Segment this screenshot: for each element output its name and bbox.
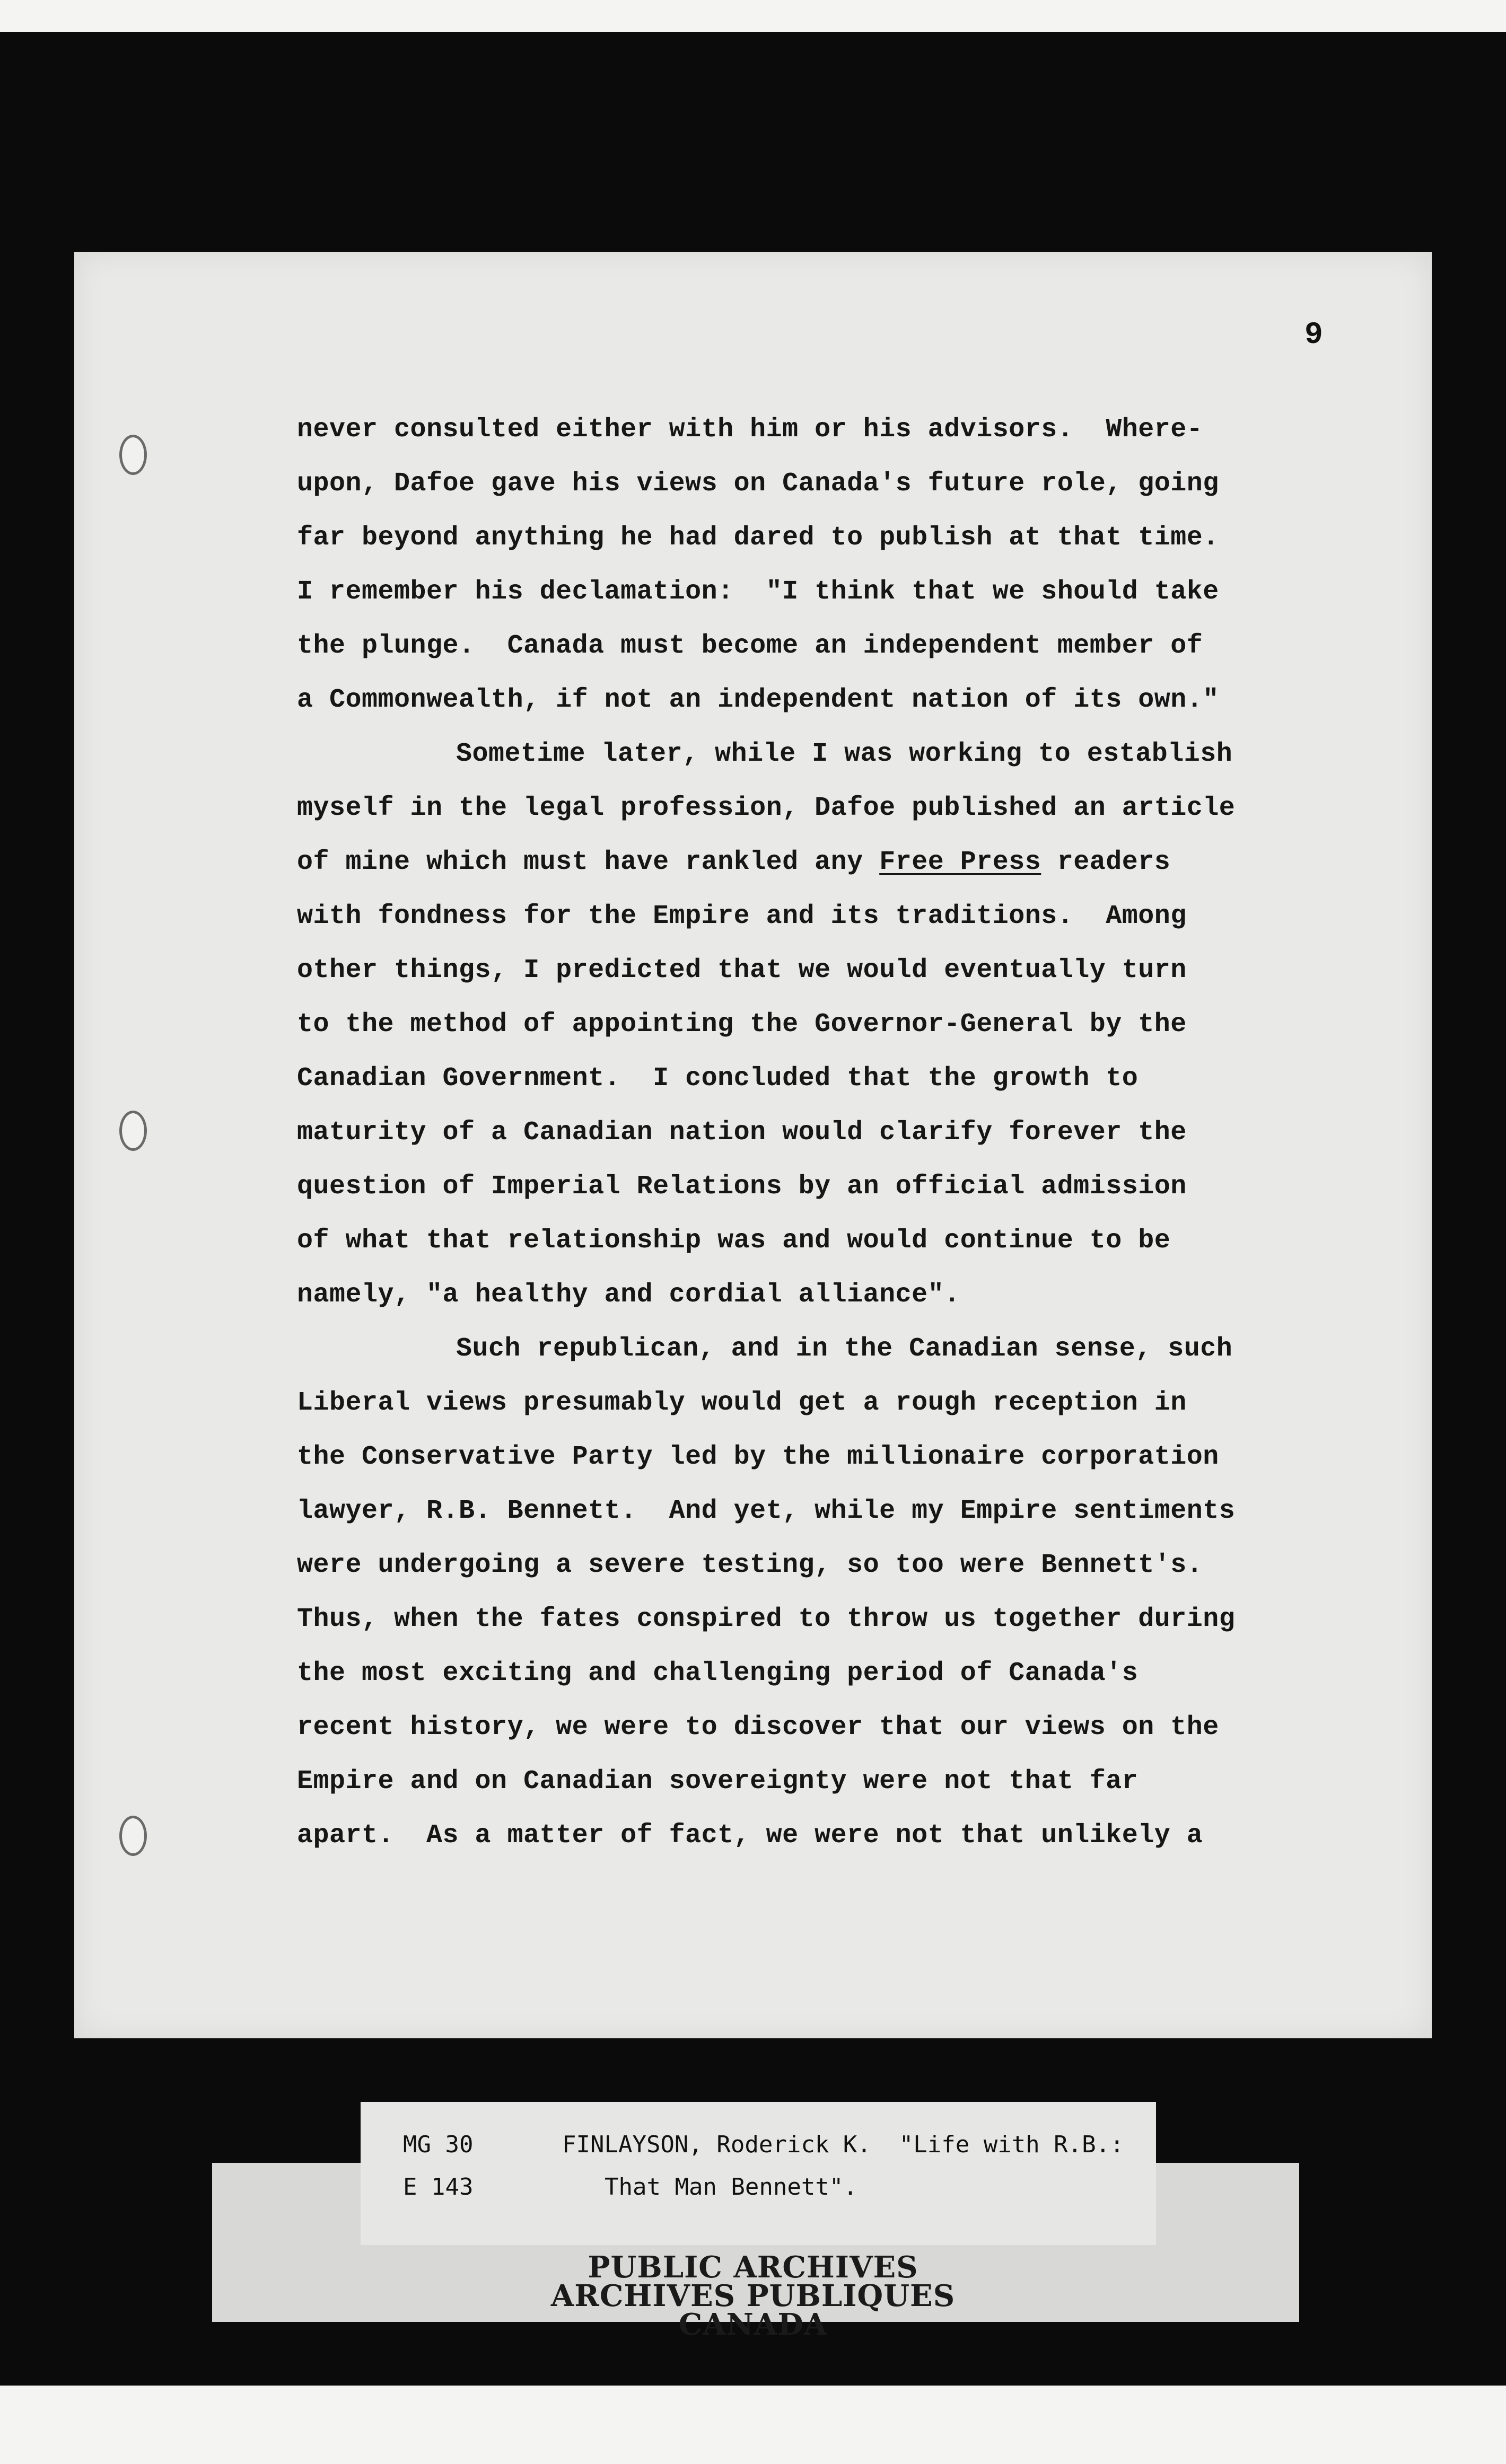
text-line-content: Sometime later, while I was working to establish xyxy=(456,739,1233,769)
text-line-content: of mine which must have rankled any xyxy=(297,847,880,877)
text-line-content: a Commonwealth, if not an independent nation of its own." xyxy=(297,685,1219,715)
text-line-content: the Conservative Party led by the millionaire corporation xyxy=(297,1442,1219,1472)
text-line xyxy=(297,1430,1294,1484)
text-line xyxy=(297,1214,1294,1268)
text-line-content: Thus, when the fates conspired to throw us together during xyxy=(297,1604,1236,1634)
text-line-content: never consulted either with him or his advisors. Where- xyxy=(297,415,1203,445)
text-line xyxy=(297,1755,1294,1809)
text-line-content: with fondness for the Empire and its traditions. Among xyxy=(297,901,1187,931)
text-line xyxy=(297,457,1294,511)
text-line xyxy=(297,890,1294,944)
text-line xyxy=(297,1809,1294,1863)
text-line xyxy=(297,998,1294,1052)
text-line-content: to the method of appointing the Governor-General by the xyxy=(297,1009,1187,1040)
archive-label-card xyxy=(361,2102,1156,2245)
text-line-content: apart. As a matter of fact, we were not that unlikely a xyxy=(297,1820,1203,1851)
label-code-line2: E 143 xyxy=(403,2173,474,2201)
text-line xyxy=(297,944,1294,998)
punch-hole-bottom xyxy=(119,1816,147,1856)
text-line-content: Empire and on Canadian sovereignty were not that far xyxy=(297,1766,1139,1797)
text-line-content: other things, I predicted that we would eventually turn xyxy=(297,955,1187,985)
underlined-title: Free Press xyxy=(879,847,1041,877)
text-line xyxy=(297,1484,1294,1538)
text-line xyxy=(297,619,1294,673)
text-line-content: upon, Dafoe gave his views on Canada's future role, going xyxy=(297,469,1219,499)
punch-hole-top xyxy=(119,435,147,475)
text-line xyxy=(297,835,1294,890)
text-line-content: I remember his declamation: "I think that we should take xyxy=(297,577,1219,607)
text-line-content: of what that relationship was and would continue to be xyxy=(297,1226,1171,1256)
text-line xyxy=(297,511,1294,565)
stamp-line-2: ARCHIVES PUBLIQUES xyxy=(550,2278,956,2313)
text-line-content: recent history, we were to discover that our views on the xyxy=(297,1712,1219,1743)
text-line-content: Liberal views presumably would get a rough reception in xyxy=(297,1388,1187,1418)
text-line xyxy=(297,1106,1294,1160)
label-title-line2: That Man Bennett". xyxy=(605,2173,857,2201)
text-line-content: the plunge. Canada must become an independent member of xyxy=(297,631,1203,661)
text-line xyxy=(297,1701,1294,1755)
text-line-content: question of Imperial Relations by an official admission xyxy=(297,1172,1187,1202)
text-line xyxy=(297,1376,1294,1430)
text-line-content: lawyer, R.B. Bennett. And yet, while my Empire sentiments xyxy=(297,1496,1236,1526)
text-line-content: Such republican, and in the Canadian sense, such xyxy=(456,1334,1233,1364)
text-line xyxy=(297,1322,1294,1376)
stamp-line-1: PUBLIC ARCHIVES xyxy=(588,2250,918,2285)
text-line-content: Canadian Government. I concluded that the growth to xyxy=(297,1063,1139,1094)
text-line xyxy=(297,1647,1294,1701)
public-archives-stamp xyxy=(514,2250,992,2342)
stamp-line-3: CANADA xyxy=(678,2307,828,2342)
page-number: 9 xyxy=(1304,318,1323,353)
text-line-content: far beyond anything he had dared to publish at that time. xyxy=(297,523,1219,553)
text-line xyxy=(297,1538,1294,1592)
punch-hole-middle xyxy=(119,1111,147,1151)
text-line xyxy=(297,565,1294,619)
text-line xyxy=(297,781,1294,835)
text-line xyxy=(297,403,1294,457)
label-title-line1: FINLAYSON, Roderick K. "Life with R.B.: xyxy=(562,2131,1124,2158)
text-line xyxy=(297,1160,1294,1214)
typed-body-text xyxy=(297,403,1294,1863)
text-line xyxy=(297,727,1294,781)
text-line xyxy=(297,1052,1294,1106)
text-line xyxy=(297,673,1294,727)
text-line-content: myself in the legal profession, Dafoe published an article xyxy=(297,793,1236,823)
text-line-continuation: readers xyxy=(1041,847,1171,877)
text-line-content: maturity of a Canadian nation would clarify forever the xyxy=(297,1117,1187,1148)
text-line xyxy=(297,1268,1294,1322)
text-line-content: the most exciting and challenging period of Canada's xyxy=(297,1658,1139,1688)
text-line-content: were undergoing a severe testing, so too were Bennett's. xyxy=(297,1550,1203,1580)
label-code-line1: MG 30 xyxy=(403,2131,474,2158)
text-line xyxy=(297,1592,1294,1647)
text-line-content: namely, "a healthy and cordial alliance". xyxy=(297,1280,960,1310)
